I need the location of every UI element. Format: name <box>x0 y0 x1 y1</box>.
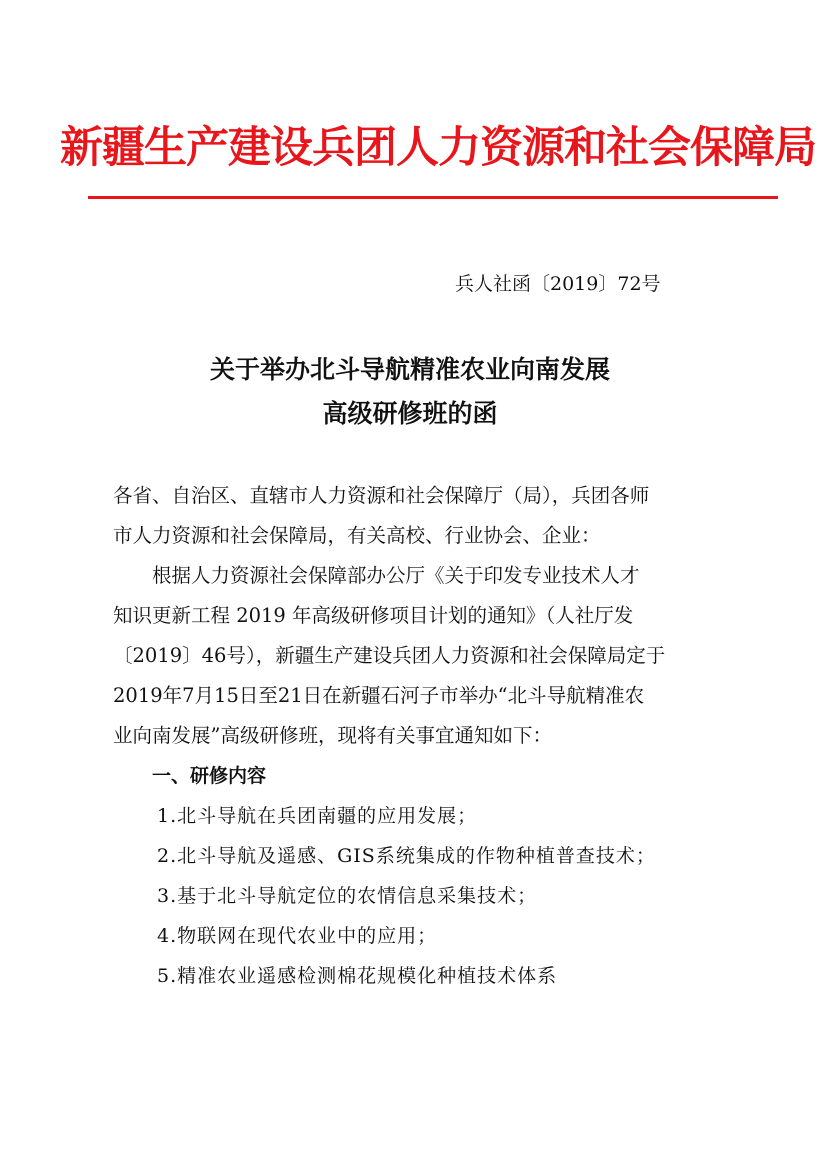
salutation-line-2: 市人力资源和社会保障局，有关高校、行业协会、企业： <box>113 524 601 547</box>
list-item: 3.基于北斗导航定位的农情信息采集技术； <box>157 885 538 907</box>
paragraph-line-4: 2019年7月15日至21日在新疆石河子市举办“北斗导航精准农 <box>113 684 645 707</box>
salutation-line-1: 各省、自治区、直辖市人力资源和社会保障厅（局），兵团各师 <box>113 484 650 507</box>
title-line-2: 高级研修班的函 <box>322 399 498 428</box>
document-number: 兵人社函〔2019〕72号 <box>455 273 661 295</box>
list-item: 4.物联网在现代农业中的应用； <box>157 925 438 947</box>
list-item: 5.精准农业遥感检测棉花规模化种植技术体系 <box>157 965 558 987</box>
list-item: 2.北斗导航及遥感、GIS系统集成的作物种植普查技术； <box>157 845 656 867</box>
section-heading: 一、研修内容 <box>152 765 267 787</box>
list-item: 1.北斗导航在兵团南疆的应用发展； <box>157 805 478 827</box>
agency-letterhead: 新疆生产建设兵团人力资源和社会保障局 <box>60 123 816 173</box>
paragraph-line-1: 根据人力资源社会保障部办公厅《关于印发专业技术人才 <box>152 564 640 587</box>
paragraph-line-5: 业向南发展”高级研修班，现将有关事宜通知如下： <box>113 724 552 747</box>
letterhead-rule <box>88 196 778 199</box>
document-body <box>113 476 723 996</box>
paragraph-line-2: 知识更新工程 2019 年高级研修项目计划的通知》（人社厅发 <box>113 604 634 627</box>
title-line-1: 关于举办北斗导航精准农业向南发展 <box>209 355 610 384</box>
document-title <box>90 348 730 436</box>
paragraph-line-3: 〔2019〕46号），新疆生产建设兵团人力资源和社会保障局定于 <box>113 644 666 667</box>
